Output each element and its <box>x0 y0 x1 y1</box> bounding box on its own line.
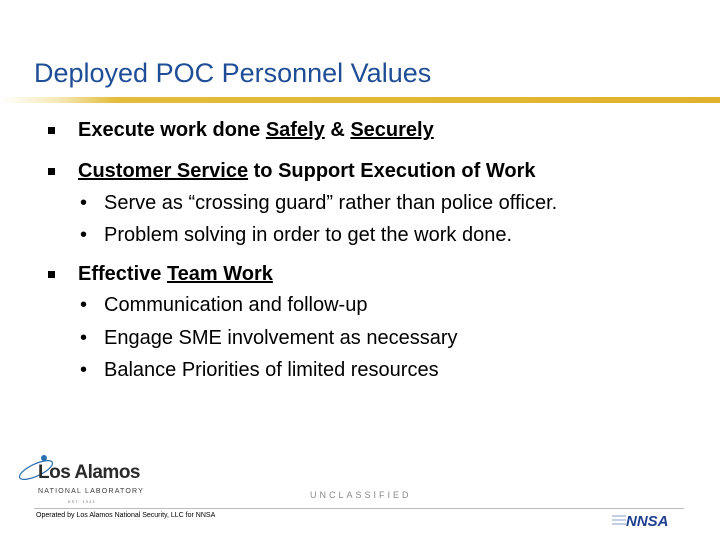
sub-bullet <box>80 192 557 215</box>
sub-bullet-text: Engage SME involvement as necessary <box>104 327 458 349</box>
square-bullet-icon <box>48 127 55 134</box>
sub-bullet-text: Problem solving in order to get the work done. <box>104 224 512 246</box>
nnsa-logo <box>612 510 688 530</box>
bullet-part-underlined: Safely <box>265 119 325 141</box>
sub-bullet-text: Communication and follow-up <box>104 294 368 316</box>
dot-bullet-icon: • <box>80 192 88 214</box>
sub-bullet <box>80 224 512 247</box>
los-alamos-logo <box>14 452 144 504</box>
logo-established: EST. 1943 <box>68 499 96 504</box>
bullet-part-underlined: Customer Service <box>78 160 249 182</box>
sub-bullet <box>80 294 367 317</box>
bullet-text <box>78 160 535 183</box>
bullet-part: to Support Execution of Work <box>248 160 536 182</box>
square-bullet-icon <box>48 271 55 278</box>
title-divider <box>0 97 720 103</box>
operated-by-text: Operated by Los Alamos National Security, LLC for NNSA <box>36 512 216 519</box>
sub-bullet <box>80 327 458 350</box>
slide-title: Deployed POC Personnel Values <box>34 58 432 88</box>
sub-bullet <box>80 359 439 382</box>
bullet-part: Effective <box>78 263 167 285</box>
dot-bullet-icon: • <box>80 359 88 381</box>
dot-bullet-icon: • <box>80 224 88 246</box>
bullet-part-underlined: Securely <box>350 119 434 141</box>
classification-label: UNCLASSIFIED <box>310 490 412 500</box>
footer-divider <box>34 508 684 509</box>
sub-bullet-text: Balance Priorities of limited resources <box>104 359 439 381</box>
square-bullet-icon <box>48 168 55 175</box>
sub-bullet-text: Serve as “crossing guard” rather than police officer. <box>104 192 558 214</box>
nnsa-label: NNSA <box>626 513 669 530</box>
bullet-part: & <box>324 119 351 141</box>
dot-bullet-icon: • <box>80 327 88 349</box>
logo-subtitle: NATIONAL LABORATORY <box>38 488 145 495</box>
bullet-part: Execute work done <box>78 119 266 141</box>
bullet-part-underlined: Team Work <box>166 263 273 285</box>
bullet-text <box>78 119 434 142</box>
bullet-text <box>78 263 273 286</box>
logo-name: Los Alamos <box>38 462 140 483</box>
dot-bullet-icon: • <box>80 294 88 316</box>
